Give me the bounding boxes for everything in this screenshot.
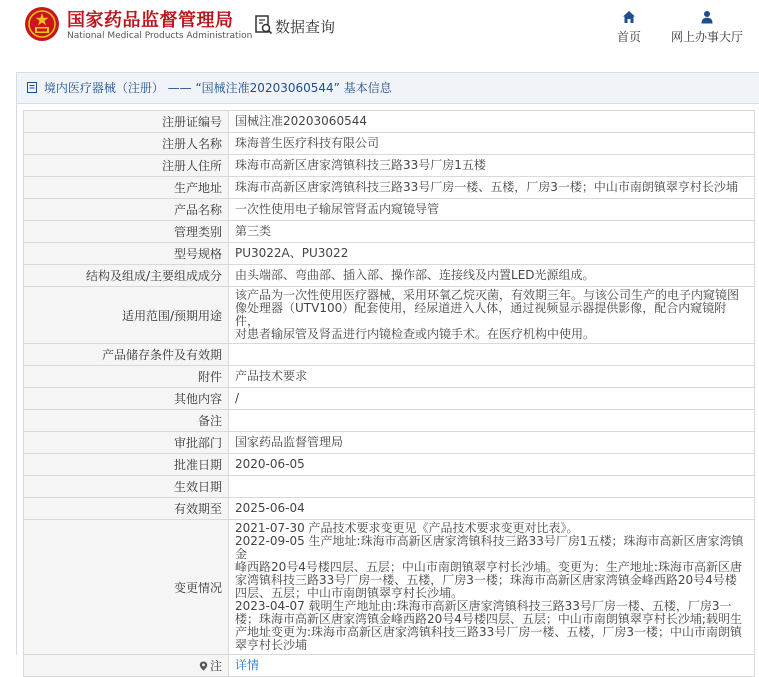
field-label: 适用范围/预期用途 xyxy=(24,287,229,344)
field-value: PU3022A、PU3022 xyxy=(229,243,755,265)
table-row xyxy=(24,199,755,221)
field-label: 注册证编号 xyxy=(24,111,229,133)
nav-online-office[interactable] xyxy=(662,10,752,45)
field-value xyxy=(229,476,755,498)
table-row xyxy=(24,410,755,432)
field-value: 由头端部、弯曲部、插入部、操作部、连接线及内置LED光源组成。 xyxy=(229,265,755,287)
table-row xyxy=(24,454,755,476)
table-row xyxy=(24,498,755,520)
table-row xyxy=(24,265,755,287)
table-row xyxy=(24,655,755,677)
data-query-label: 数据查询 xyxy=(275,18,336,36)
field-value: 国械注准20203060544 xyxy=(229,111,755,133)
detail-panel xyxy=(16,72,759,673)
field-label: 注册人住所 xyxy=(24,155,229,177)
field-value: 国家药品监督管理局 xyxy=(229,432,755,454)
field-value: 2020-06-05 xyxy=(229,454,755,476)
table-row xyxy=(24,432,755,454)
field-label: 注册人名称 xyxy=(24,133,229,155)
table-row xyxy=(24,520,755,655)
table-row xyxy=(24,221,755,243)
field-label: 有效期至 xyxy=(24,498,229,520)
field-label: 型号规格 xyxy=(24,243,229,265)
site-header xyxy=(0,0,759,58)
field-value: 珠海普生医疗科技有限公司 xyxy=(229,133,755,155)
table-row xyxy=(24,111,755,133)
field-label: 审批部门 xyxy=(24,432,229,454)
field-value xyxy=(229,410,755,432)
field-value: 第三类 xyxy=(229,221,755,243)
field-value: 产品技术要求 xyxy=(229,366,755,388)
table-row xyxy=(24,344,755,366)
field-label: 批准日期 xyxy=(24,454,229,476)
note-label-cell xyxy=(24,655,229,677)
nav-home[interactable] xyxy=(584,10,674,45)
table-row xyxy=(24,476,755,498)
field-label: 产品名称 xyxy=(24,199,229,221)
national-emblem-logo xyxy=(24,6,60,42)
panel-title xyxy=(17,73,759,104)
document-icon xyxy=(27,82,37,93)
table-row xyxy=(24,366,755,388)
field-value: / xyxy=(229,388,755,410)
field-value: 一次性使用电子输尿管肾盂内窥镜导管 xyxy=(229,199,755,221)
org-name-en: National Medical Products Administration xyxy=(67,31,253,41)
field-label: 生效日期 xyxy=(24,476,229,498)
field-value xyxy=(229,344,755,366)
field-label: 产品储存条件及有效期 xyxy=(24,344,229,366)
field-label: 附件 xyxy=(24,366,229,388)
home-icon xyxy=(622,10,636,24)
location-pin-icon xyxy=(199,661,208,671)
field-label: 备注 xyxy=(24,410,229,432)
field-label: 生产地址 xyxy=(24,177,229,199)
field-value: 2021-07-30 产品技术要求变更见《产品技术要求变更对比表》。 2022-09-05 生产地址:珠海市高新区唐家湾镇科技三路33号厂房1五楼；珠海市高新区唐家湾镇金 峰西路20号4号楼四层、五层；中山市南朗镇翠亨村长沙埔。变更为：生产地址:珠海市高新区唐 家湾镇科技三路33号厂房一楼、五楼，厂房3一楼；珠海市高新区唐家湾镇金峰西路20号4号楼 四层、五层；中山市南朗镇翠亨村长沙埔。 2023-04-07 载明生产地址由:珠海市高新区唐家湾镇科技三路33号厂房一楼、五楼，厂房3一 楼；珠海市高新区唐家湾镇金峰西路20号4号楼四层、五层；中山市南朗镇翠亨村长沙埔;载明生 产地址变更为:珠海市高新区唐家湾镇科技三路33号厂房一楼、五楼，厂房3一楼；中山市南朗镇 翠亨村长沙埔 xyxy=(229,520,755,655)
table-row xyxy=(24,133,755,155)
document-search-icon xyxy=(255,15,273,35)
field-value: 该产品为一次性使用医疗器械，采用环氧乙烷灭菌，有效期三年。与该公司生产的电子内窥镜图 像处理器（UTV100）配套使用，经尿道进入人体，通过视频显示器提供影像，配合内窥镜附件， 对患者输尿管及肾盂进行内镜检查或内镜手术。在医疗机构中使用。 xyxy=(229,287,755,344)
field-label: 管理类别 xyxy=(24,221,229,243)
field-value: 珠海市高新区唐家湾镇科技三路33号厂房1五楼 xyxy=(229,155,755,177)
table-row xyxy=(24,287,755,344)
nav-online-office-label: 网上办事大厅 xyxy=(670,30,743,44)
org-name-cn: 国家药品监督管理局 xyxy=(67,10,234,31)
field-label: 结构及组成/主要组成成分 xyxy=(24,265,229,287)
nav-home-label: 首页 xyxy=(616,30,641,44)
field-label: 变更情况 xyxy=(24,520,229,655)
detail-link[interactable]: 详情 xyxy=(235,658,260,672)
field-value: 珠海市高新区唐家湾镇科技三路33号厂房一楼、五楼，厂房3一楼；中山市南朗镇翠亨村长沙埔 xyxy=(229,177,755,199)
panel-title-text: 境内医疗器械（注册） —— “国械注准20203060544” 基本信息 xyxy=(43,81,392,95)
table-row xyxy=(24,243,755,265)
field-value xyxy=(229,655,755,677)
table-row xyxy=(24,155,755,177)
field-value: 2025-06-04 xyxy=(229,498,755,520)
field-label: 其他内容 xyxy=(24,388,229,410)
table-row xyxy=(24,177,755,199)
note-label: 注 xyxy=(209,659,222,673)
table-row xyxy=(24,388,755,410)
info-table xyxy=(23,110,755,677)
user-icon xyxy=(700,10,714,24)
